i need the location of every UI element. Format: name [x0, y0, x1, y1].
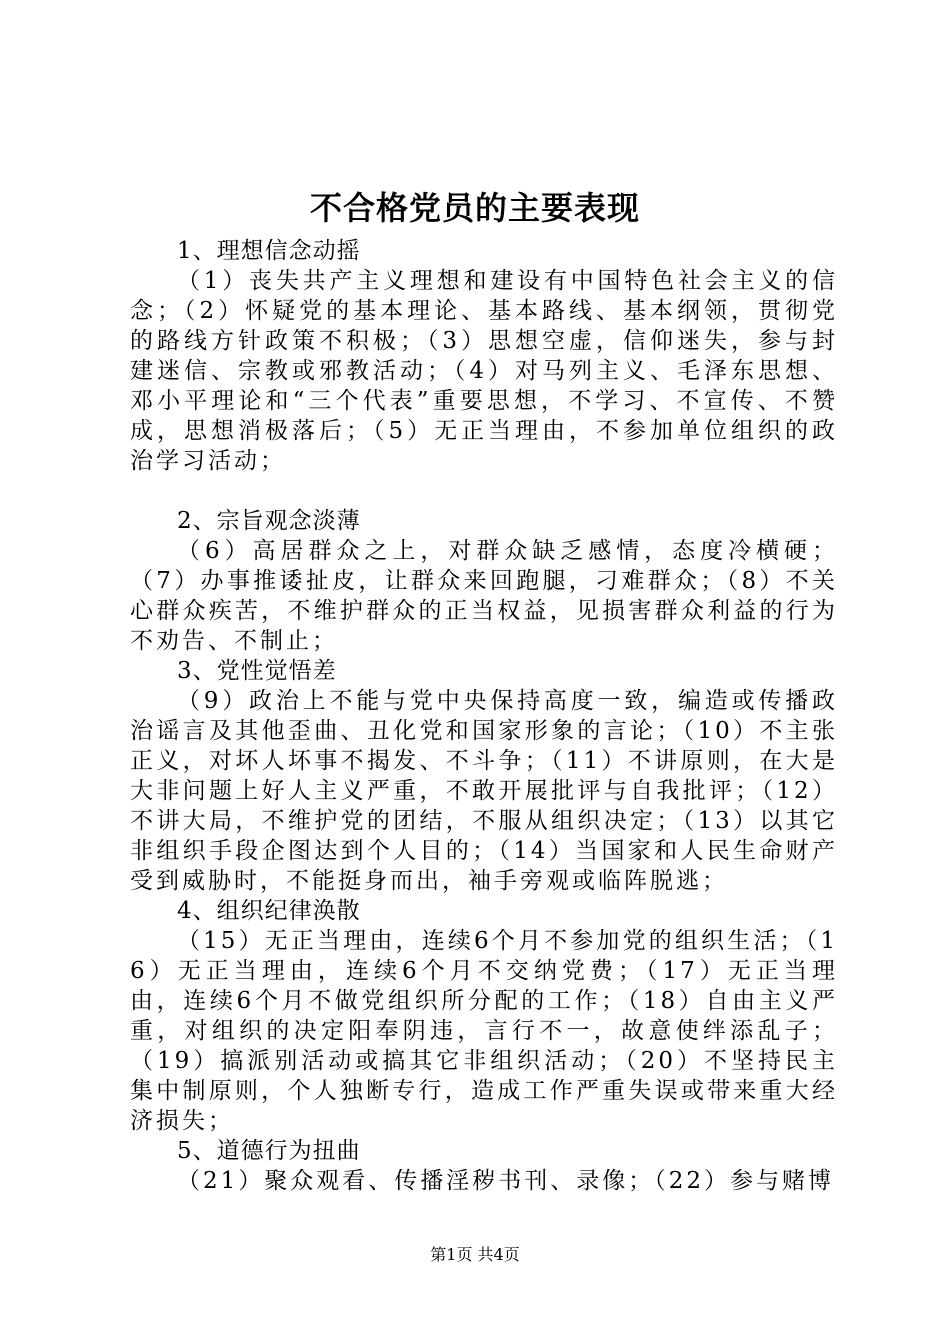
section-heading-5: 5、道德行为扭曲 [177, 1138, 361, 1164]
section-text-5: （21）聚众观看、传播淫秽书刊、录像；（22）参与赌博 [177, 1168, 835, 1194]
section-text-2: （6）高居群众之上，对群众缺乏感情，态度冷横硬；（7）办事推诿扯皮，让群众来回跑腿，刁难群众；（8）不关心群众疾苦，不维护群众的正当权益，见损害群众利益的行为不劝告、不制止； [130, 538, 838, 654]
section-text-3: （9）政治上不能与党中央保持高度一致，编造或传播政治谣言及其他歪曲、丑化党和国家形象的言论；（10）不主张正义，对坏人坏事不揭发、不斗争；（11）不讲原则，在大是大非问题上好人主义严重，不敢开展批评与自我批评；（12）不讲大局，不维护党的团结，不服从组织决定；（13）以其它非组织手段企图达到个人目的；（14）当国家和人民生命财产受到威胁时，不能挺身而出，袖手旁观或临阵脱逃； [130, 688, 838, 894]
document-title: 不合格党员的主要表现 [309, 189, 640, 227]
section-heading-2: 2、宗旨观念淡薄 [177, 508, 361, 534]
paragraph-gap [130, 476, 838, 506]
section-heading-1: 1、理想信念动摇 [177, 238, 361, 264]
section-text-1: （1）丧失共产主义理想和建设有中国特色社会主义的信念；（2）怀疑党的基本理论、基本路线、基本纲领，贯彻党的路线方针政策不积极；（3）思想空虚，信仰迷失，参与封建迷信、宗教或邪教活动；（4）对马列主义、毛泽东思想、邓小平理论和“三个代表”重要思想，不学习、不宣传、不赞成，思想消极落后；（5）无正当理由，不参加单位组织的政治学习活动； [130, 268, 838, 474]
document-body [130, 236, 838, 1196]
page-footer: 第1页 共4页 [430, 1245, 520, 1264]
section-heading-3: 3、党性觉悟差 [177, 658, 337, 684]
section-heading-4: 4、组织纪律涣散 [177, 898, 361, 924]
section-text-4: （15）无正当理由，连续6个月不参加党的组织生活；（16）无正当理由，连续6个月不交纳党费；（17）无正当理由，连续6个月不做党组织所分配的工作；（18）自由主义严重，对组织的决定阳奉阴违，言行不一，故意使绊添乱子；（19）搞派别活动或搞其它非组织活动；（20）不坚持民主集中制原则，个人独断专行，造成工作严重失误或带来重大经济损失； [130, 928, 838, 1134]
